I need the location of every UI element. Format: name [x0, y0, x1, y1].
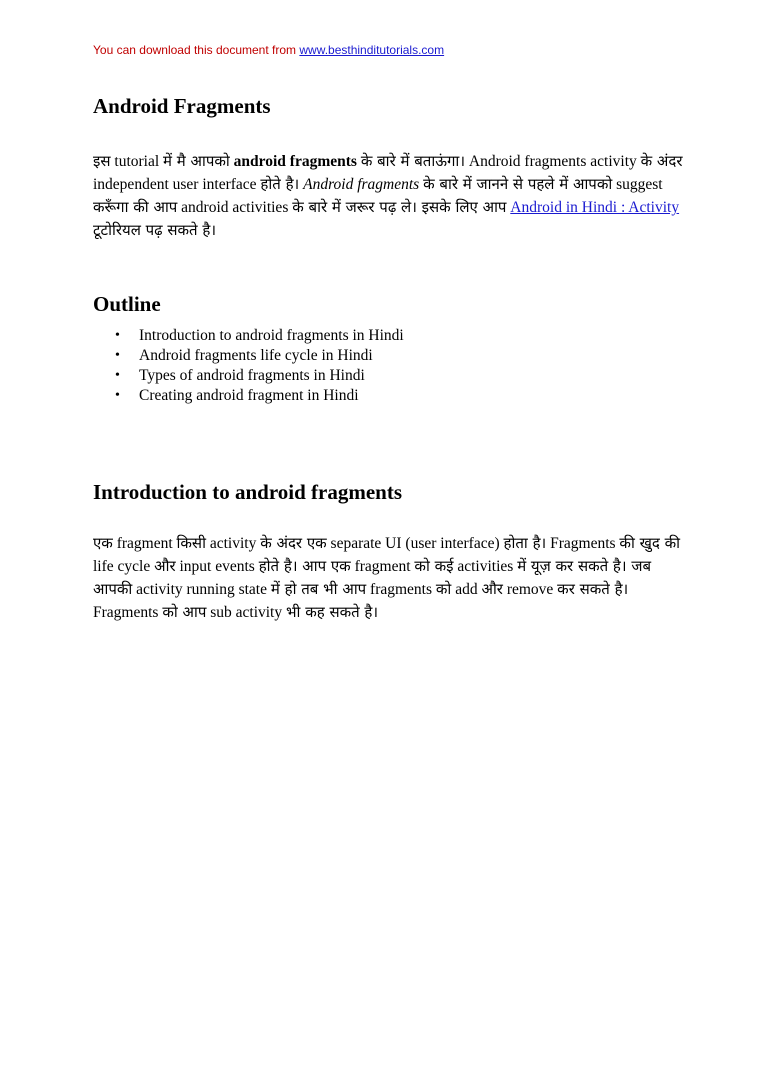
download-note-text: You can download this document from [93, 43, 297, 57]
document-content [93, 92, 683, 624]
section-text: add [455, 581, 478, 598]
section-text: sub activity [210, 604, 283, 621]
page-title: Android Fragments [93, 94, 271, 118]
section-text: Fragments [93, 604, 159, 621]
outline-item-label: Android fragments life cycle in Hindi [139, 347, 373, 364]
section-text: के अंदर एक [260, 534, 327, 552]
section-text: input events [179, 558, 255, 575]
intro-text: होते है। [260, 175, 300, 193]
intro-text: android activities [181, 199, 289, 216]
list-item [93, 366, 683, 386]
outline-list [93, 326, 683, 406]
outline-item-label: Introduction to android fragments in Hindi [139, 327, 404, 344]
intro-text: के बारे में जानने से पहले में आपको [423, 175, 613, 193]
intro-text: में मै आपको [163, 152, 230, 170]
section-text: activity [209, 535, 257, 552]
bullet-icon: • [115, 348, 120, 363]
bullet-icon: • [115, 368, 120, 383]
section-text: को आप [162, 603, 207, 621]
intro-paragraph [93, 150, 683, 242]
section-text: और [154, 557, 176, 575]
section-text: की खुद की [619, 534, 681, 552]
section-text: और [481, 580, 503, 598]
section-text: life cycle [93, 558, 151, 575]
section-text: separate UI (user interface) [330, 535, 500, 552]
intro-italic-text: Android fragments [303, 176, 420, 193]
intro-text: tutorial [114, 153, 160, 170]
download-link[interactable]: www.besthinditutorials.com [299, 43, 445, 57]
outline-item-label: Creating android fragment in Hindi [139, 387, 359, 404]
list-item [93, 346, 683, 366]
section-text: fragment [354, 558, 411, 575]
section-text: को कई [414, 557, 454, 575]
list-item [93, 326, 683, 346]
intro-text: independent user interface [93, 176, 257, 193]
intro-text: इस [93, 152, 111, 170]
section-heading-introduction: Introduction to android fragments [93, 480, 403, 504]
section-text: fragment [116, 535, 173, 552]
intro-text: के बारे में बताऊंगा। [360, 152, 465, 170]
section-text: fragments [370, 581, 433, 598]
intro-text: के बारे में जरूर पढ़ ले। इसके लिए आप [292, 198, 507, 216]
section-text: activities [457, 558, 514, 575]
section-text: remove [506, 581, 554, 598]
intro-text: करूँगा की आप [93, 198, 178, 216]
section-text: को [435, 580, 452, 598]
download-note [93, 43, 444, 57]
bullet-icon: • [115, 388, 120, 403]
intro-bold-text: android fragments [233, 153, 357, 170]
list-item [93, 386, 683, 406]
section-text: में हो तब भी आप [270, 580, 367, 598]
section-text: भी कह सकते है। [286, 603, 379, 621]
section-text: में यूज़ कर सकते है। जब आपकी [93, 557, 652, 598]
section-text: किसी [176, 534, 206, 552]
activity-tutorial-link[interactable]: Android in Hindi : Activity [510, 199, 680, 216]
section-text: होते है। आप एक [258, 557, 351, 575]
intro-text: Android fragments activity [468, 153, 637, 170]
introduction-paragraph [93, 532, 683, 624]
outline-item-label: Types of android fragments in Hindi [139, 367, 365, 384]
section-text: Fragments [550, 535, 616, 552]
bullet-icon: • [115, 328, 120, 343]
intro-text: के अंदर [640, 152, 683, 170]
intro-text: टूटोरियल पढ़ सकते है। [93, 221, 217, 239]
section-text: होता है। [503, 534, 547, 552]
intro-text: suggest [616, 176, 663, 193]
section-text: एक [93, 534, 113, 552]
outline-heading: Outline [93, 292, 161, 316]
section-text: activity running state [136, 581, 267, 598]
section-text: कर सकते है। [557, 580, 629, 598]
